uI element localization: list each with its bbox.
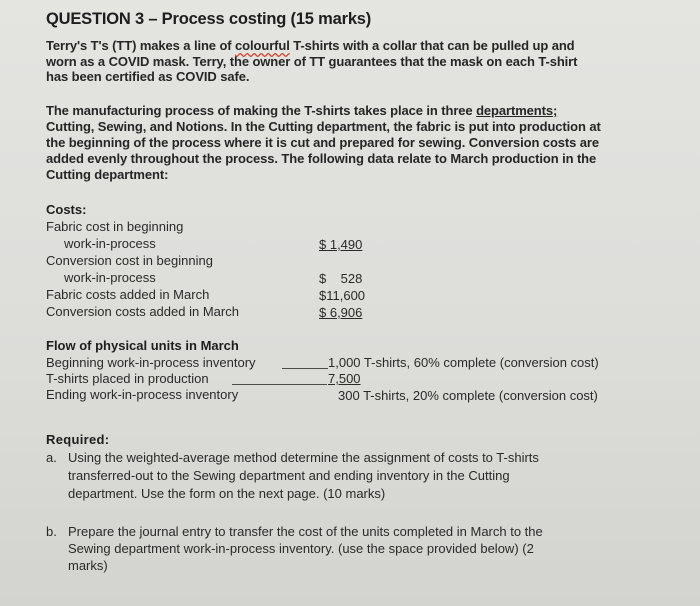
flow-beginning-label: Beginning work-in-process inventory <box>46 355 256 370</box>
flow-beginning-leader <box>282 368 328 369</box>
process-line-4: added evenly throughout the process. The following data relate to March production in the <box>46 151 597 166</box>
flow-placed-label: T-shirts placed in production <box>46 371 209 386</box>
process-text-a: The manufacturing process of making the T-shirts takes place in three <box>46 103 477 118</box>
flow-placed-value: 7,500 <box>328 371 361 386</box>
costs-conv-bwip-value: $ 528 <box>319 271 363 286</box>
required-b-line-2: Sewing department work-in-process inventory. (use the space provided below) (2 <box>68 541 534 556</box>
required-a-line-2: transferred-out to the Sewing department and ending inventory in the Cutting <box>68 468 510 483</box>
required-a-line-3: department. Use the form on the next page. (10 marks) <box>68 486 386 501</box>
costs-heading: Costs: <box>46 202 87 217</box>
intro-text-a: Terry's T's (TT) makes a line of <box>46 38 236 53</box>
flow-ending-value: 300 T-shirts, 20% complete (conversion cost) <box>338 388 598 403</box>
intro-line-1 <box>46 38 575 53</box>
question-title: QUESTION 3 – Process costing (15 marks) <box>46 10 372 28</box>
costs-conv-bwip-label-1: Conversion cost in beginning <box>46 253 213 268</box>
required-heading: Required: <box>46 432 110 447</box>
process-line-2: Cutting, Sewing, and Notions. In the Cutting department, the fabric is put into production at <box>46 119 601 134</box>
costs-conv-added-label: Conversion costs added in March <box>46 304 239 319</box>
costs-fabric-added-value: $11,600 <box>319 288 366 303</box>
intro-line-2: worn as a COVID mask. Terry, the owner of TT guarantees that the mask on each T-shirt <box>46 54 578 69</box>
intro-line-3: has been certified as COVID safe. <box>46 69 250 84</box>
costs-conv-added-value: $ 6,906 <box>319 305 363 320</box>
costs-fabric-bwip-label-1: Fabric cost in beginning <box>46 219 184 234</box>
required-b-line-1: Prepare the journal entry to transfer the cost of the units completed in March to the <box>68 524 543 539</box>
costs-fabric-bwip-value: $ 1,490 <box>319 237 363 252</box>
process-line-5: Cutting department: <box>46 167 169 182</box>
costs-fabric-added-label: Fabric costs added in March <box>46 287 210 302</box>
process-line-1 <box>46 103 557 118</box>
intro-text-b: T-shirts with a collar that can be pulled up and <box>289 38 575 53</box>
required-b-line-3: marks) <box>68 558 108 573</box>
flow-placed-leader <box>232 384 327 385</box>
flow-beginning-value: 1,000 T-shirts, 60% complete (conversion cost) <box>328 355 599 370</box>
costs-fabric-bwip-label-2: work-in-process <box>64 236 156 251</box>
process-text-departments: departments; <box>476 103 558 118</box>
costs-conv-bwip-label-2: work-in-process <box>64 270 156 285</box>
required-a-label: a. <box>46 450 57 465</box>
process-line-3: the beginning of the process where it is cut and prepared for sewing. Conversion costs are <box>46 135 600 150</box>
required-b-label: b. <box>46 524 57 539</box>
flow-heading: Flow of physical units in March <box>46 338 239 353</box>
required-a-line-1: Using the weighted-average method determine the assignment of costs to T-shirts <box>68 450 539 465</box>
flow-ending-label: Ending work-in-process inventory <box>46 387 239 402</box>
intro-text-colourful: colourful <box>235 38 290 53</box>
